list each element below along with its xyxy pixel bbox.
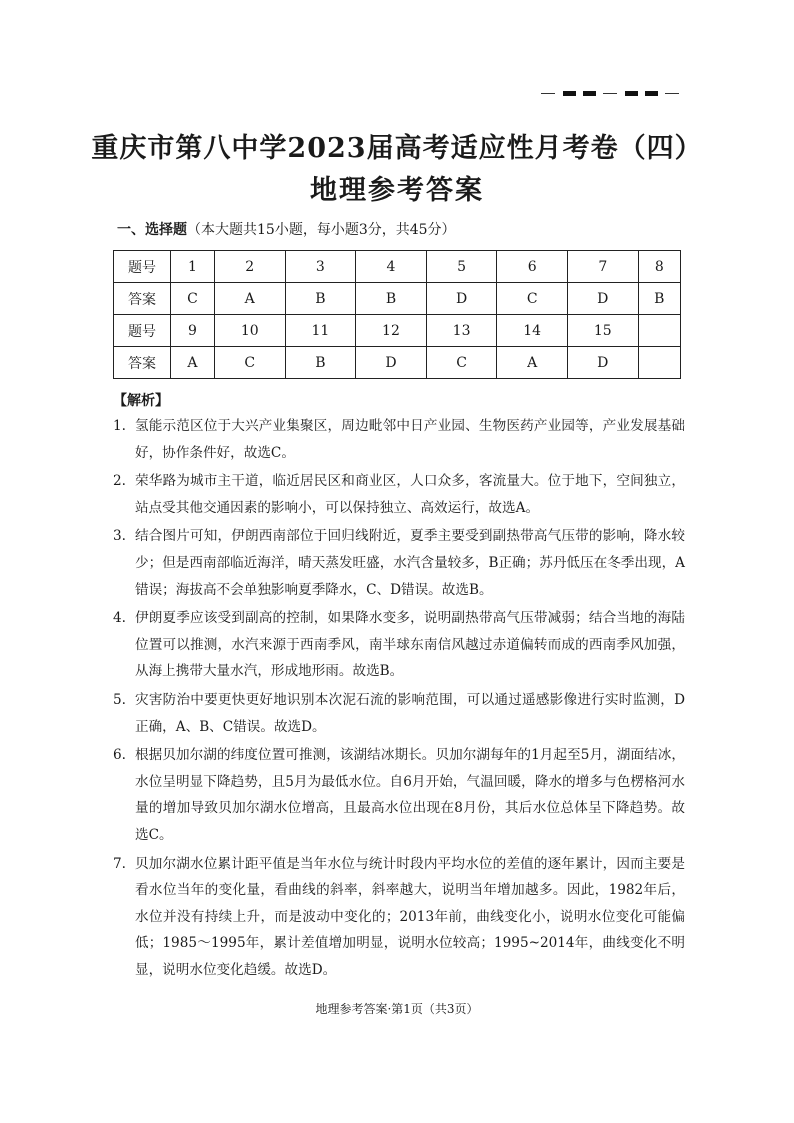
table-cell: 5	[426, 251, 497, 283]
table-row	[114, 283, 681, 315]
table-cell: B	[638, 283, 680, 315]
table-cell: D	[567, 283, 638, 315]
table-cell: C	[426, 347, 497, 379]
table-cell: 13	[426, 315, 497, 347]
table-cell: B	[285, 283, 356, 315]
answer-table	[113, 250, 681, 379]
table-cell: 12	[356, 315, 427, 347]
page-footer: 地理参考答案·第1页（共3页）	[315, 1002, 479, 1016]
table-cell	[638, 347, 680, 379]
section-note: （本大题共15小题，每小题3分，共45分）	[187, 222, 456, 238]
header-mark	[541, 88, 686, 98]
table-cell: 6	[497, 251, 568, 283]
table-cell: D	[426, 283, 497, 315]
list-item	[113, 851, 685, 984]
item-text: 荣华路为城市主干道，临近居民区和商业区，人口众多，客流量大。位于地下，空间独立，站点受其他交通因素的影响小，可以保持独立、高效运行，故选A。	[135, 473, 685, 516]
table-cell: 15	[567, 315, 638, 347]
table-cell: D	[356, 347, 427, 379]
table-cell: B	[356, 283, 427, 315]
item-number: 6.	[113, 747, 126, 764]
page-title: 重庆市第八中学2023届高考适应性月考卷（四）	[91, 133, 703, 164]
item-number: 5.	[113, 691, 126, 708]
item-text: 氢能示范区位于大兴产业集聚区，周边毗邻中日产业园、生物医药产业园等，产业发展基础好，协作条件好，故选C。	[135, 418, 685, 461]
item-text: 灾害防治中要更快更好地识别本次泥石流的影响范围，可以通过遥感影像进行实时监测，D正确，A、B、C错误。故选D。	[135, 691, 685, 735]
row-header: 答案	[114, 283, 171, 315]
table-cell: C	[171, 283, 215, 315]
item-text: 贝加尔湖水位累计距平值是当年水位与统计时段内平均水位的差值的逐年累计，因而主要是看水位当年的变化量，看曲线的斜率，斜率越大，说明当年增加越多。因此，1982年后，水位并没有持续上升，而是波动中变化的；2013年前，曲线变化小，说明水位变化可能偏低；1985～1995年，累计差值增加明显，说明水位较高；1995~2014年，曲线变化不明显，说明水位变化趋缓。故选D。	[135, 855, 685, 978]
section-heading	[117, 219, 456, 239]
table-cell: 9	[171, 315, 215, 347]
table-cell	[638, 315, 680, 347]
list-item	[113, 523, 685, 603]
row-header: 题号	[114, 315, 171, 347]
table-row	[114, 315, 681, 347]
table-cell: B	[285, 347, 356, 379]
table-cell: 1	[171, 251, 215, 283]
item-number: 7.	[113, 855, 126, 872]
item-number: 1.	[113, 418, 126, 434]
table-cell: 10	[214, 315, 285, 347]
analysis-heading: 【解析】	[113, 393, 169, 409]
table-cell: 3	[285, 251, 356, 283]
table-cell: 7	[567, 251, 638, 283]
item-number: 2.	[113, 473, 126, 490]
analysis-list	[113, 413, 685, 985]
item-text: 伊朗夏季应该受到副高的控制，如果降水变多，说明副热带高气压带减弱；结合当地的海陆位置可以推测，水汽来源于西南季风，南半球东南信风越过赤道偏转而成的西南季风加强，从海上携带大量水汽，形成地形雨。故选B。	[135, 610, 685, 680]
list-item	[113, 687, 685, 740]
table-cell: C	[497, 283, 568, 315]
table-cell: 2	[214, 251, 285, 283]
list-item	[113, 605, 685, 685]
item-text: 结合图片可知，伊朗西南部位于回归线附近，夏季主要受到副热带高气压带的影响，降水较少；但是西南部临近海洋，晴天蒸发旺盛，水汽含量较多，B正确；苏丹低压在冬季出现，A错误；海拔高不会单独影响夏季降水，C、D错误。故选B。	[135, 528, 685, 598]
item-number: 4.	[113, 610, 126, 627]
table-cell: 4	[356, 251, 427, 283]
table-cell: 11	[285, 315, 356, 347]
section-label: 一、选择题	[117, 222, 187, 238]
list-item	[113, 413, 685, 466]
table-cell: 8	[638, 251, 680, 283]
table-cell: D	[567, 347, 638, 379]
item-text: 根据贝加尔湖的纬度位置可推测，该湖结冰期长。贝加尔湖每年的1月起至5月，湖面结冰，水位呈明显下降趋势，且5月为最低水位。自6月开始，气温回暖，降水的增多与色楞格河水量的增加导致贝加尔湖水位增高，且最高水位出现在8月份，其后水位总体呈下降趋势。故选C。	[135, 747, 685, 843]
item-number: 3.	[113, 528, 126, 545]
list-item	[113, 742, 685, 848]
list-item	[113, 468, 685, 521]
table-cell: 14	[497, 315, 568, 347]
table-cell: A	[497, 347, 568, 379]
row-header: 答案	[114, 347, 171, 379]
table-row	[114, 347, 681, 379]
row-header: 题号	[114, 251, 171, 283]
table-cell: C	[214, 347, 285, 379]
table-cell: A	[171, 347, 215, 379]
page-subtitle: 地理参考答案	[310, 175, 484, 206]
table-row	[114, 251, 681, 283]
table-cell: A	[214, 283, 285, 315]
